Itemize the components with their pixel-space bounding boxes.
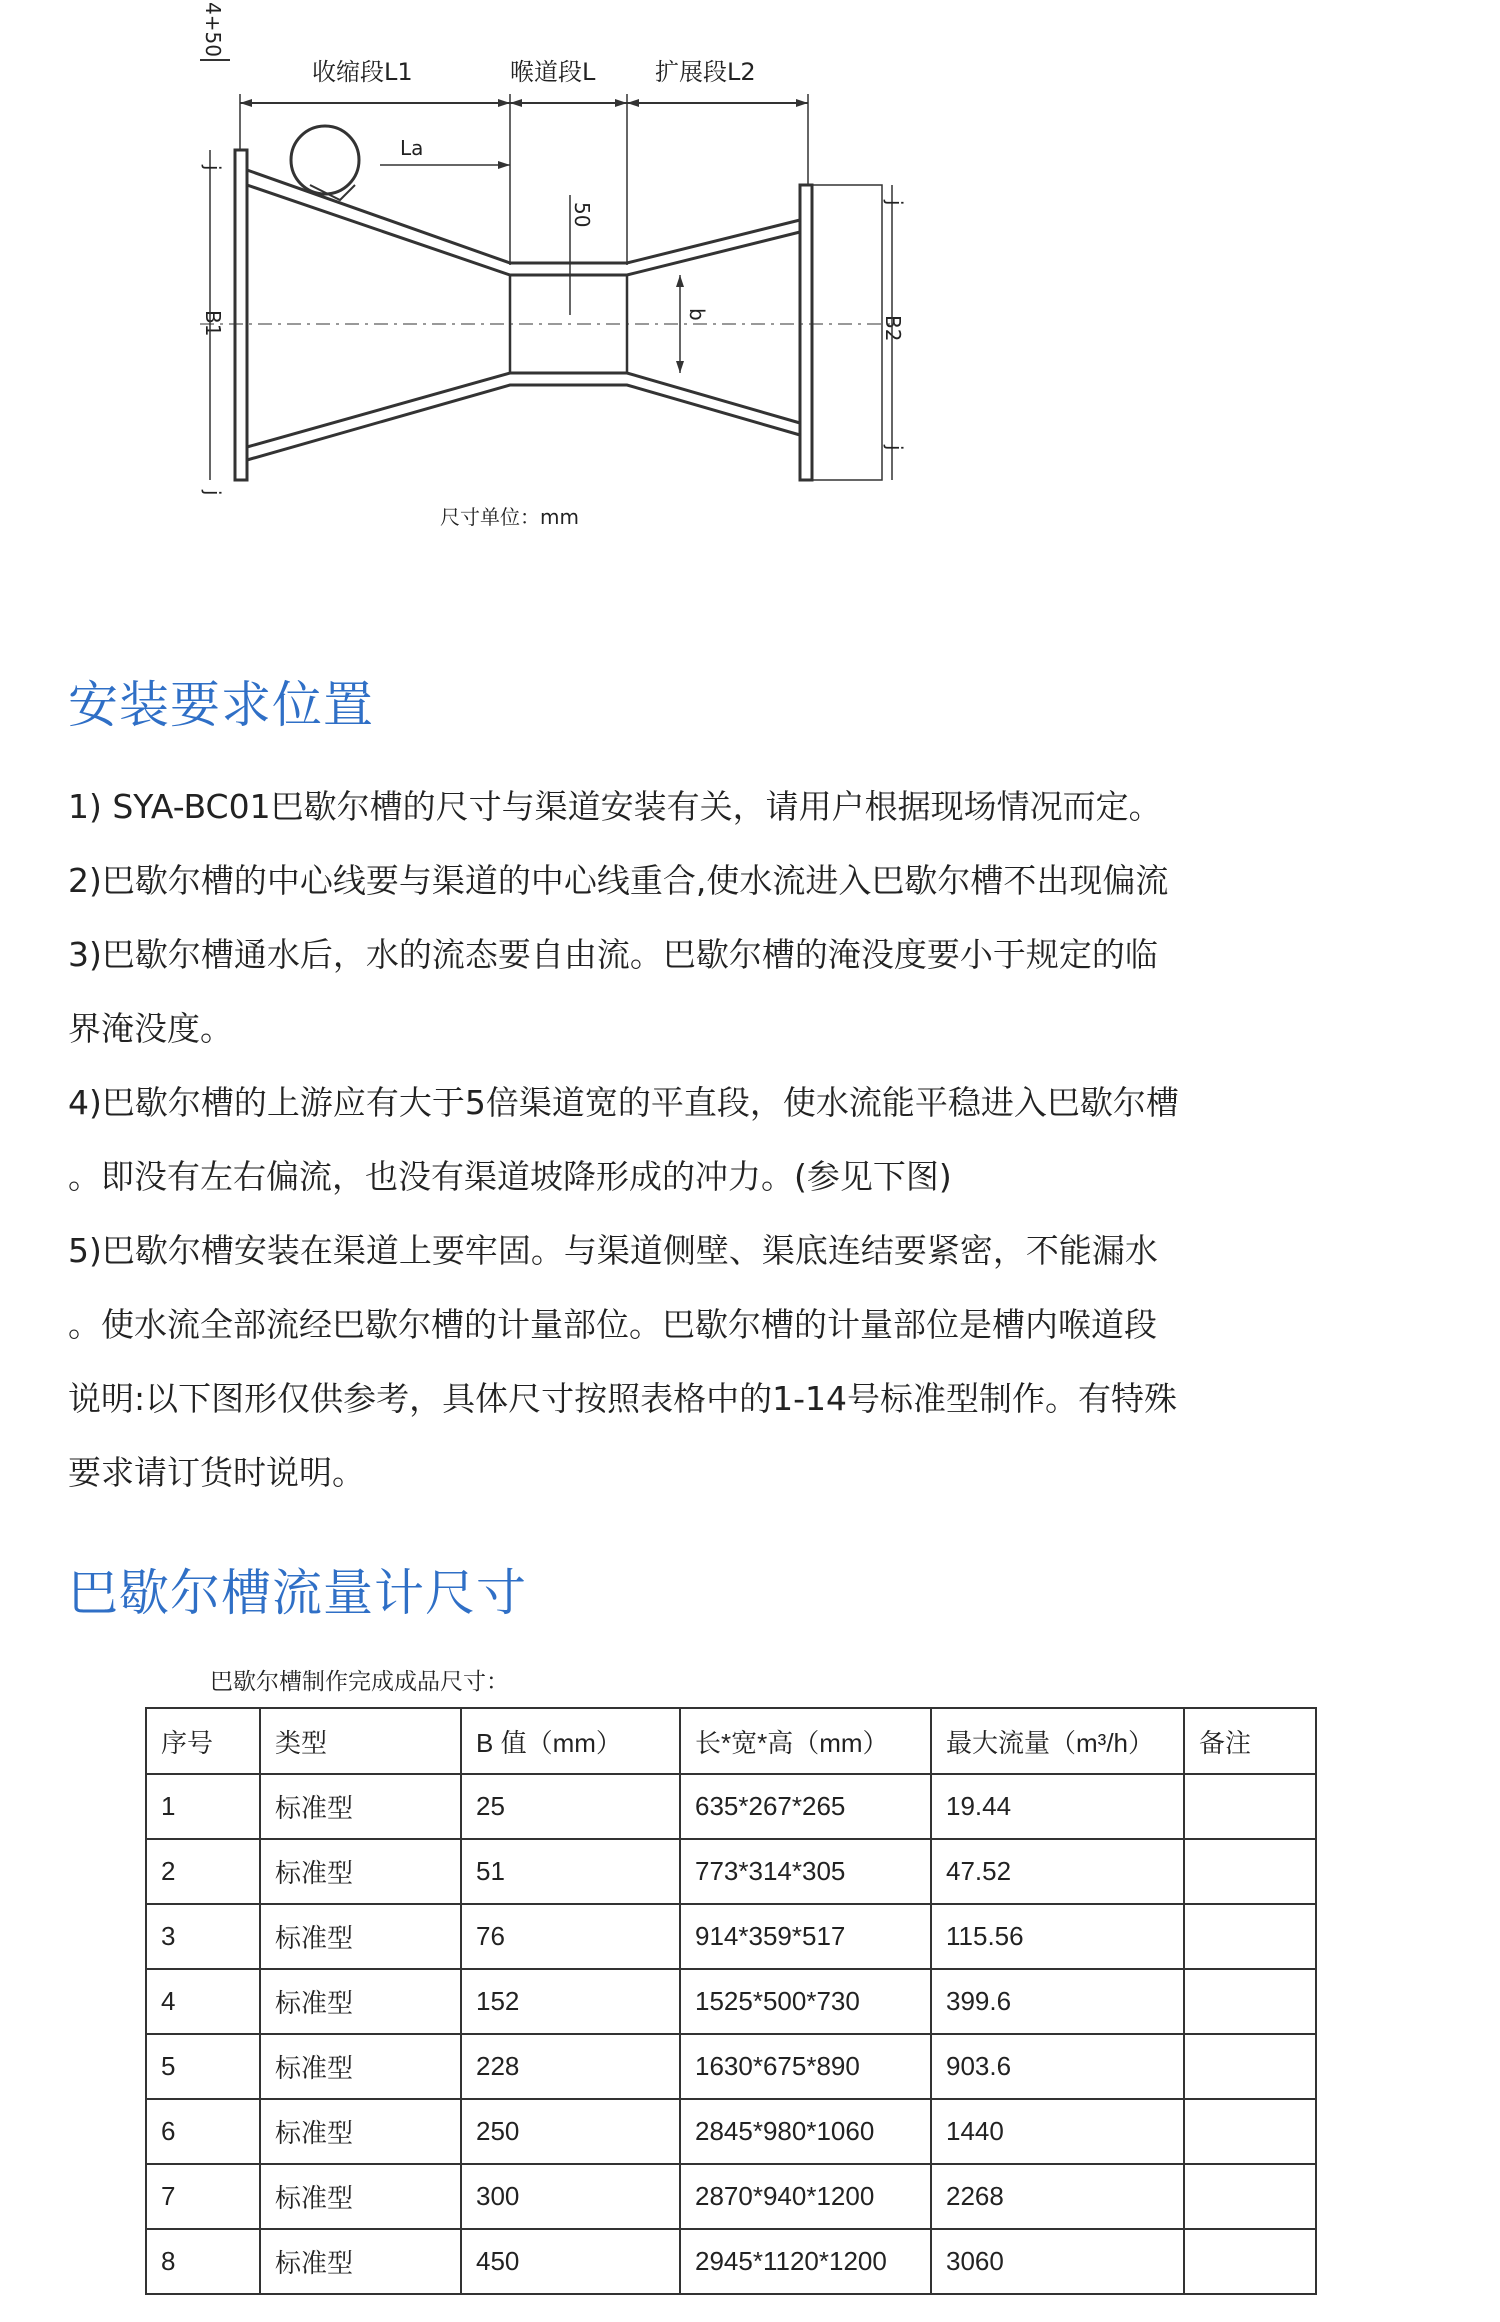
label-j-top-right: j <box>883 200 907 206</box>
cell-dimensions: 1630*675*890 <box>680 2034 931 2099</box>
col-header-dimensions: 长*宽*高（mm） <box>680 1708 931 1774</box>
label-converging: 收缩段L1 <box>312 58 413 86</box>
install-paragraph: 2)巴歇尔槽的中心线要与渠道的中心线重合,使水流进入巴歇尔槽不出现偏流 <box>68 861 1169 900</box>
cell-b-value: 51 <box>461 1839 680 1904</box>
cell-b-value: 228 <box>461 2034 680 2099</box>
table-row <box>146 2034 1316 2099</box>
cell-b-value: 300 <box>461 2164 680 2229</box>
label-throat: 喉道段L <box>510 58 596 86</box>
cell-type: 标准型 <box>260 2164 461 2229</box>
install-heading: 安装要求位置 <box>68 676 374 734</box>
cell-index: 4 <box>146 1969 260 2034</box>
table-row <box>146 2164 1316 2229</box>
cell-type: 标准型 <box>260 1839 461 1904</box>
cell-b-value: 450 <box>461 2229 680 2294</box>
cell-dimensions: 773*314*305 <box>680 1839 931 1904</box>
cell-remarks <box>1184 1969 1316 2034</box>
cell-b-value: 250 <box>461 2099 680 2164</box>
install-paragraph: 。即没有左右偏流，也没有渠道坡降形成的冲力。(参见下图) <box>68 1157 952 1196</box>
install-paragraph: 5)巴歇尔槽安装在渠道上要牢固。与渠道侧壁、渠底连结要紧密，不能漏水 <box>68 1231 1158 1270</box>
cell-type: 标准型 <box>260 1904 461 1969</box>
label-diverging: 扩展段L2 <box>655 58 756 86</box>
cell-max-flow: 399.6 <box>931 1969 1184 2034</box>
cell-dimensions: 635*267*265 <box>680 1774 931 1839</box>
cell-b-value: 152 <box>461 1969 680 2034</box>
cell-b-value: 76 <box>461 1904 680 1969</box>
cell-remarks <box>1184 1904 1316 1969</box>
label-b: b <box>685 308 709 321</box>
cell-dimensions: 1525*500*730 <box>680 1969 931 2034</box>
cell-type: 标准型 <box>260 2034 461 2099</box>
cell-b-value: 25 <box>461 1774 680 1839</box>
cell-max-flow: 3060 <box>931 2229 1184 2294</box>
col-header-type: 类型 <box>260 1708 461 1774</box>
cell-remarks <box>1184 2034 1316 2099</box>
cell-dimensions: 2945*1120*1200 <box>680 2229 931 2294</box>
cell-index: 2 <box>146 1839 260 1904</box>
label-b2: B2 <box>881 315 905 342</box>
col-header-index: 序号 <box>146 1708 260 1774</box>
install-paragraph: 4)巴歇尔槽的上游应有大于5倍渠道宽的平直段，使水流能平稳进入巴歇尔槽 <box>68 1083 1179 1122</box>
table-caption: 巴歇尔槽制作完成成品尺寸： <box>210 1669 509 1695</box>
cell-max-flow: 47.52 <box>931 1839 1184 1904</box>
cell-remarks <box>1184 1839 1316 1904</box>
cell-type: 标准型 <box>260 2229 461 2294</box>
col-header-remarks: 备注 <box>1184 1708 1316 1774</box>
table-row <box>146 1839 1316 1904</box>
install-paragraph: 3)巴歇尔槽通水后，水的流态要自由流。巴歇尔槽的淹没度要小于规定的临 <box>68 935 1158 974</box>
cell-index: 7 <box>146 2164 260 2229</box>
label-j-bottom-right: j <box>883 445 907 451</box>
install-paragraph: 要求请订货时说明。 <box>68 1453 365 1492</box>
cell-index: 3 <box>146 1904 260 1969</box>
cell-remarks <box>1184 2164 1316 2229</box>
spec-table <box>145 1707 1317 2295</box>
install-paragraph: 。使水流全部流经巴歇尔槽的计量部位。巴歇尔槽的计量部位是槽内喉道段 <box>68 1305 1157 1344</box>
col-header-max-flow: 最大流量（m³/h） <box>931 1708 1184 1774</box>
label-la: La <box>400 136 424 160</box>
install-requirements <box>68 770 1398 1510</box>
install-paragraph: 说明:以下图形仅供参考，具体尺寸按照表格中的1-14号标准型制作。有特殊 <box>68 1379 1178 1418</box>
install-paragraph: 界淹没度。 <box>68 1009 233 1048</box>
table-row <box>146 2229 1316 2294</box>
label-b1: B1 <box>201 310 225 337</box>
install-paragraph: 1) SYA-BC01巴歇尔槽的尺寸与渠道安装有关，请用户根据现场情况而定。 <box>68 787 1162 826</box>
cell-dimensions: 2845*980*1060 <box>680 2099 931 2164</box>
cell-type: 标准型 <box>260 1969 461 2034</box>
cell-index: 6 <box>146 2099 260 2164</box>
cell-max-flow: 115.56 <box>931 1904 1184 1969</box>
cell-max-flow: 2268 <box>931 2164 1184 2229</box>
table-row <box>146 1774 1316 1839</box>
cell-dimensions: 914*359*517 <box>680 1904 931 1969</box>
unit-note: 尺寸单位：mm <box>440 505 579 529</box>
cell-index: 5 <box>146 2034 260 2099</box>
cell-remarks <box>1184 1774 1316 1839</box>
table-row <box>146 1969 1316 2034</box>
cell-max-flow: 1440 <box>931 2099 1184 2164</box>
label-j-bottom-left: j <box>201 490 225 496</box>
cell-remarks <box>1184 2099 1316 2164</box>
label-j-top-left: j <box>201 165 225 171</box>
cell-max-flow: 19.44 <box>931 1774 1184 1839</box>
cell-type: 标准型 <box>260 1774 461 1839</box>
cell-index: 8 <box>146 2229 260 2294</box>
cell-index: 1 <box>146 1774 260 1839</box>
flume-drawing <box>180 0 960 560</box>
cell-dimensions: 2870*940*1200 <box>680 2164 931 2229</box>
side-label: 4+50 <box>201 2 225 57</box>
table-row <box>146 2099 1316 2164</box>
cell-type: 标准型 <box>260 2099 461 2164</box>
table-header-row <box>146 1708 1316 1774</box>
label-50: 50 <box>570 202 594 228</box>
flume-dimension-diagram <box>180 0 960 560</box>
cell-max-flow: 903.6 <box>931 2034 1184 2099</box>
size-heading: 巴歇尔槽流量计尺寸 <box>68 1564 527 1622</box>
col-header-b-value: B 值（mm） <box>461 1708 680 1774</box>
table-row <box>146 1904 1316 1969</box>
cell-remarks <box>1184 2229 1316 2294</box>
